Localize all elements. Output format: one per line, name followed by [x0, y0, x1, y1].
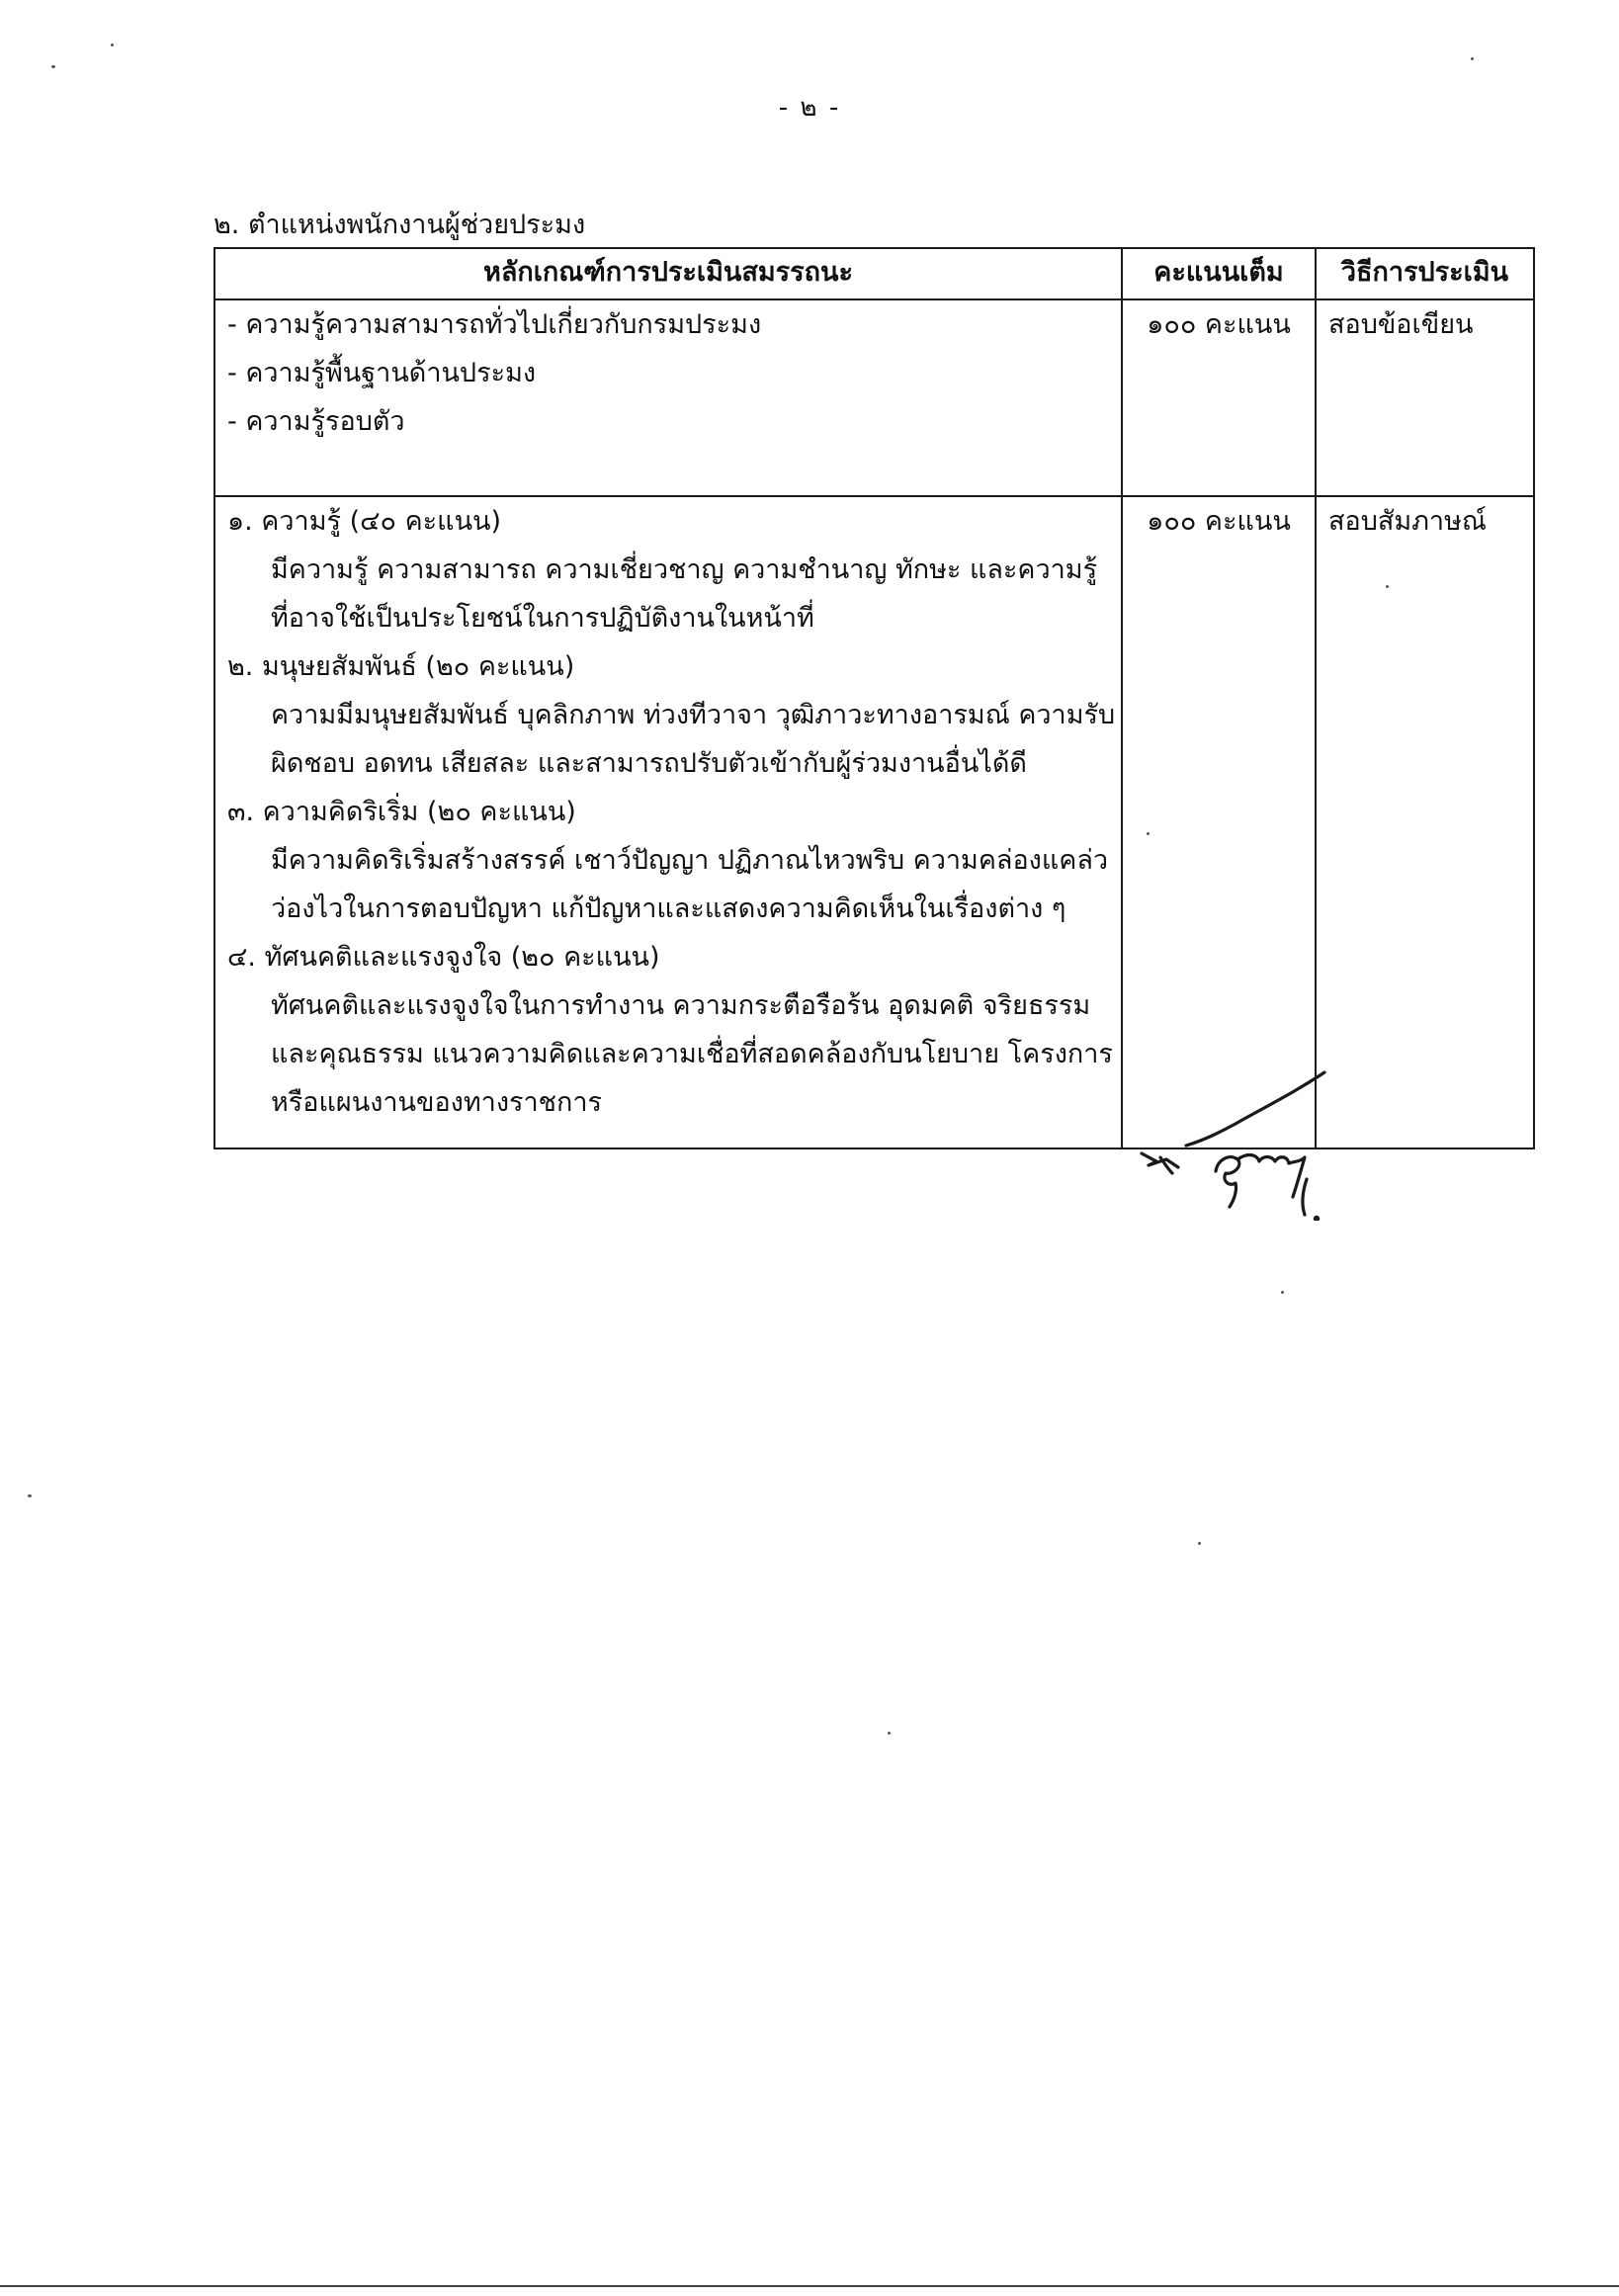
description-line: หรือแผนงานของทางราชการ	[271, 1087, 602, 1118]
table-header-row	[214, 248, 1534, 299]
scan-speck	[51, 65, 55, 68]
description-line: ที่อาจใช้เป็นประโยชน์ในการปฏิบัติงานในหน้าที่	[271, 603, 814, 634]
table-row-interview	[214, 496, 1534, 1148]
page-bottom-edge	[0, 2285, 1619, 2287]
description-line: ว่องไวในการตอบปัญหา แก้ปัญหาและแสดงความคิดเห็นในเรื่องต่าง ๆ	[271, 893, 1066, 924]
scan-speck	[1471, 57, 1474, 60]
scan-speck	[1386, 585, 1389, 588]
scan-speck	[1281, 1291, 1284, 1294]
criterion-description	[227, 691, 1116, 788]
page-number: - ๒ -	[778, 93, 841, 123]
scan-speck	[28, 1494, 32, 1497]
section-heading: ๒. ตำแหน่งพนักงานผู้ช่วยประมง	[213, 210, 586, 240]
scan-speck	[1198, 1542, 1201, 1545]
evaluation-criteria-table	[213, 247, 1535, 1149]
written-exam-criteria	[214, 299, 1122, 496]
criterion-attitude	[227, 933, 1113, 1127]
description-line: ผิดชอบ อดทน เสียสละ และสามารถปรับตัวเข้ากับผู้ร่วมงานอื่นได้ดี	[271, 748, 1027, 779]
written-item: - ความรู้พื้นฐานด้านประมง	[227, 358, 537, 388]
scan-speck	[111, 43, 114, 46]
description-line: ความมีมนุษยสัมพันธ์ บุคลิกภาพ ท่วงทีวาจา วุฒิภาวะทางอารมณ์ ความรับ	[271, 700, 1116, 730]
description-line: มีความรู้ ความสามารถ ความเชี่ยวชาญ ความชำนาญ ทักษะ และความรู้	[271, 554, 1098, 585]
description-line: ทัศนคติและแรงจูงใจในการทำงาน ความกระตือรือร้น อุดมคติ จริยธรรม	[271, 990, 1091, 1021]
scan-speck	[888, 1732, 891, 1735]
header-method: วิธีการประเมิน	[1316, 248, 1534, 299]
written-exam-method: สอบข้อเขียน	[1316, 299, 1534, 496]
written-item: - ความรู้ความสามารถทั่วไปเกี่ยวกับกรมประมง	[227, 309, 762, 340]
criterion-knowledge	[227, 497, 1109, 642]
criterion-title: ๔. ทัศนคติและแรงจูงใจ (๒๐ คะแนน)	[227, 942, 660, 973]
criterion-initiative	[227, 788, 1109, 933]
interview-criteria	[214, 496, 1122, 1148]
handwritten-signature	[1127, 1063, 1334, 1221]
criterion-description	[227, 546, 1109, 642]
description-line: มีความคิดริเริ่มสร้างสรรค์ เชาว์ปัญญา ปฏิภาณไหวพริบ ความคล่องแคล่ว	[271, 845, 1109, 876]
interview-score: ๑๐๐ คะแนน	[1122, 496, 1316, 1148]
criterion-human-relations	[227, 642, 1116, 788]
criterion-description	[227, 981, 1113, 1127]
criterion-title: ๒. มนุษยสัมพันธ์ (๒๐ คะแนน)	[227, 651, 575, 682]
table-row-written-exam	[214, 299, 1534, 496]
criterion-description	[227, 836, 1109, 933]
interview-method: สอบสัมภาษณ์	[1316, 496, 1534, 1148]
criterion-title: ๑. ความรู้ (๔๐ คะแนน)	[227, 506, 502, 537]
description-line: และคุณธรรม แนวความคิดและความเชื่อที่สอดคล้องกับนโยบาย โครงการ	[271, 1039, 1113, 1069]
scan-speck	[1147, 832, 1150, 835]
header-full-score: คะแนนเต็ม	[1122, 248, 1316, 299]
written-item: - ความรู้รอบตัว	[227, 406, 405, 437]
header-criteria: หลักเกณฑ์การประเมินสมรรถนะ	[214, 248, 1122, 299]
criterion-title: ๓. ความคิดริเริ่ม (๒๐ คะแนน)	[227, 797, 576, 827]
written-exam-score: ๑๐๐ คะแนน	[1122, 299, 1316, 496]
